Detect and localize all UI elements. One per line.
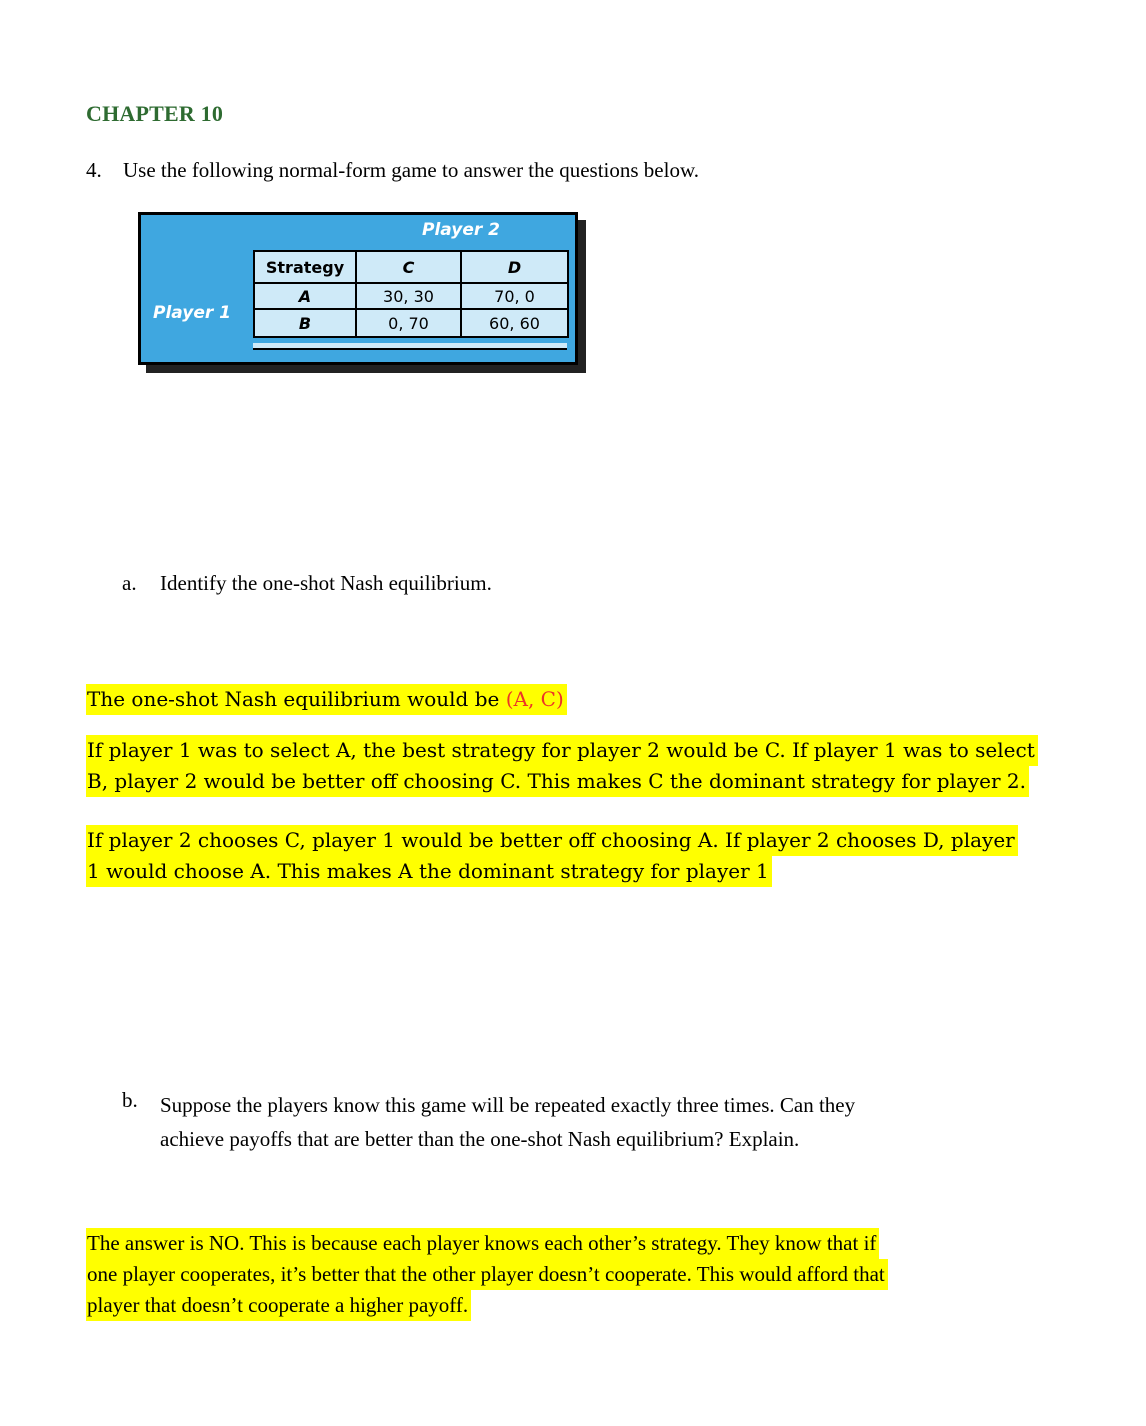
row-a-strategy: A	[254, 283, 356, 309]
payoff-table	[253, 250, 569, 338]
answer-a-intro-black: The one-shot Nash equilibrium would be	[87, 687, 506, 711]
answer-a-intro	[86, 684, 567, 715]
part-b-marker: b.	[122, 1088, 138, 1112]
header-strategy: Strategy	[254, 251, 356, 283]
player1-label: Player 1	[153, 303, 231, 323]
question-part-a	[122, 571, 492, 596]
chapter-heading: CHAPTER 10	[86, 101, 224, 126]
question-part-b	[122, 1088, 855, 1156]
question-4-text: Use the following normal-form game to answer the questions below.	[123, 158, 700, 182]
part-b-text	[160, 1088, 855, 1156]
game-figure	[138, 212, 578, 365]
part-b-line1: Suppose the players know this game will be repeated exactly three times. Can they	[160, 1093, 856, 1117]
game-frame	[138, 212, 578, 365]
row-a-payoff-c: 30, 30	[356, 283, 461, 309]
answer-b-line3: player that doesn’t cooperate a higher payoff.	[86, 1290, 471, 1321]
answer-a-p1-line2: B, player 2 would be better off choosing C. This makes C the dominant strategy for player 2.	[86, 766, 1029, 797]
answer-a-intro-line	[86, 684, 567, 715]
question-4	[86, 158, 699, 183]
payoff-row-a	[254, 283, 568, 309]
answer-b-line1: The answer is NO. This is because each player knows each other’s strategy. They know that if	[86, 1228, 879, 1259]
header-col-d: D	[461, 251, 568, 283]
row-b-payoff-c: 0, 70	[356, 309, 461, 337]
player2-label: Player 2	[422, 220, 500, 240]
row-b-strategy: B	[254, 309, 356, 337]
row-b-payoff-d: 60, 60	[461, 309, 568, 337]
answer-a-nash-equilibrium: (A, C)	[505, 687, 564, 711]
answer-a-p2-line2: 1 would choose A. This makes A the dominant strategy for player 1	[86, 856, 772, 887]
answer-a-paragraph-1	[86, 735, 1038, 797]
answer-b-line2: one player cooperates, it’s better that the other player doesn’t cooperate. This would afford that	[86, 1259, 888, 1290]
payoff-table-header-row	[254, 251, 568, 283]
answer-a-p1-line1: If player 1 was to select A, the best strategy for player 2 would be C. If player 1 was to select	[86, 735, 1038, 766]
header-col-c: C	[356, 251, 461, 283]
table-bottom-rule	[253, 343, 567, 350]
part-a-text: Identify the one-shot Nash equilibrium.	[160, 571, 492, 595]
answer-a-paragraph-2	[86, 825, 1018, 887]
answer-a-p2-line1: If player 2 chooses C, player 1 would be better off choosing A. If player 2 chooses D, player	[86, 825, 1018, 856]
part-b-line2: achieve payoffs that are better than the one-shot Nash equilibrium? Explain.	[160, 1127, 800, 1151]
row-a-payoff-d: 70, 0	[461, 283, 568, 309]
answer-b-paragraph	[86, 1228, 888, 1321]
part-a-marker: a.	[122, 571, 137, 595]
payoff-row-b	[254, 309, 568, 337]
question-4-number: 4.	[86, 158, 102, 182]
